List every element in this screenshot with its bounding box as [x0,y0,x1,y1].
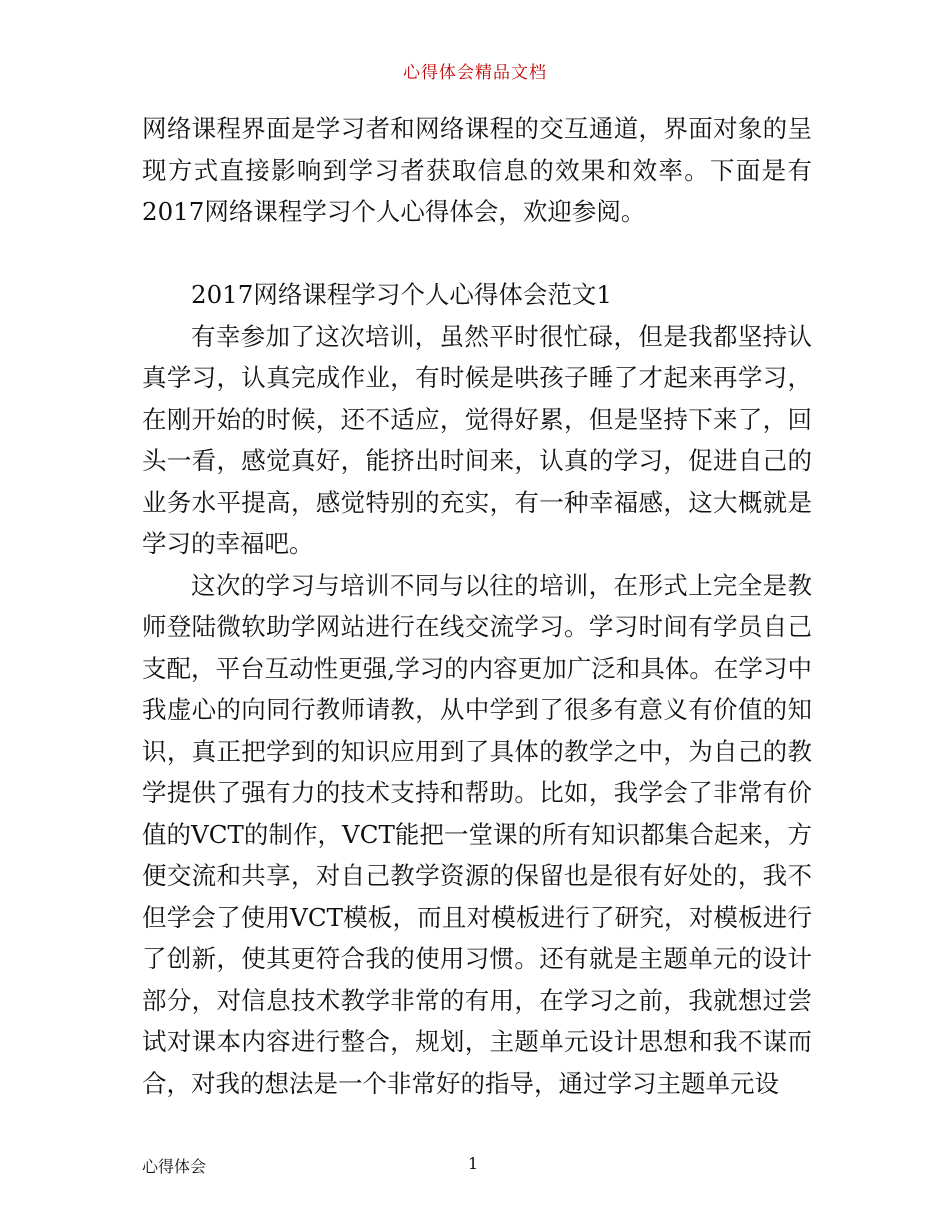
page-number: 1 [468,1154,479,1173]
section-title: 2017网络课程学习个人心得体会范文1 [191,280,612,309]
document-body [142,108,812,1104]
footer-label: 心得体会 [142,1157,207,1176]
page-header: 心得体会精品文档 [403,63,547,83]
paragraph-gap [142,233,812,275]
body-paragraph-2: 这次的学习与培训不同与以往的培训，在形式上完全是教师登陆微软助学网站进行在线交流学习。学习时间有学员自己支配，平台互动性更强,学习的内容更加广泛和具体。在学习中我虚心的向同行教师请教，从中学到了很多有意义有价值的知识，真正把学到的知识应用到了具体的教学之中，为自己的教学提供了强有力的技术支持和帮助。比如，我学会了非常有价值的VCT的制作，VCT能把一堂课的所有知识都集合起来，方便交流和共享，对自己教学资源的保留也是很有好处的，我不但学会了使用VCT模板，而且对模板进行了研究，对模板进行了创新，使其更符合我的使用习惯。还有就是主题单元的设计部分，对信息技术教学非常的有用，在学习之前，我就想过尝试对课本内容进行整合，规划，主题单元设计思想和我不谋而合，对我的想法是一个非常好的指导，通过学习主题单元设 [142,570,812,1098]
body-paragraph-1: 有幸参加了这次培训，虽然平时很忙碌，但是我都坚持认真学习，认真完成作业，有时候是哄孩子睡了才起来再学习，在刚开始的时候，还不适应，觉得好累，但是坚持下来了，回头一看，感觉真好，能挤出时间来，认真的学习，促进自己的业务水平提高，感觉特别的充实，有一种幸福感，这大概就是学习的幸福吧。 [142,321,812,558]
intro-paragraph: 网络课程界面是学习者和网络课程的交互通道，界面对象的呈现方式直接影响到学习者获取信息的效果和效率。下面是有2017网络课程学习个人心得体会，欢迎参阅。 [142,114,812,226]
